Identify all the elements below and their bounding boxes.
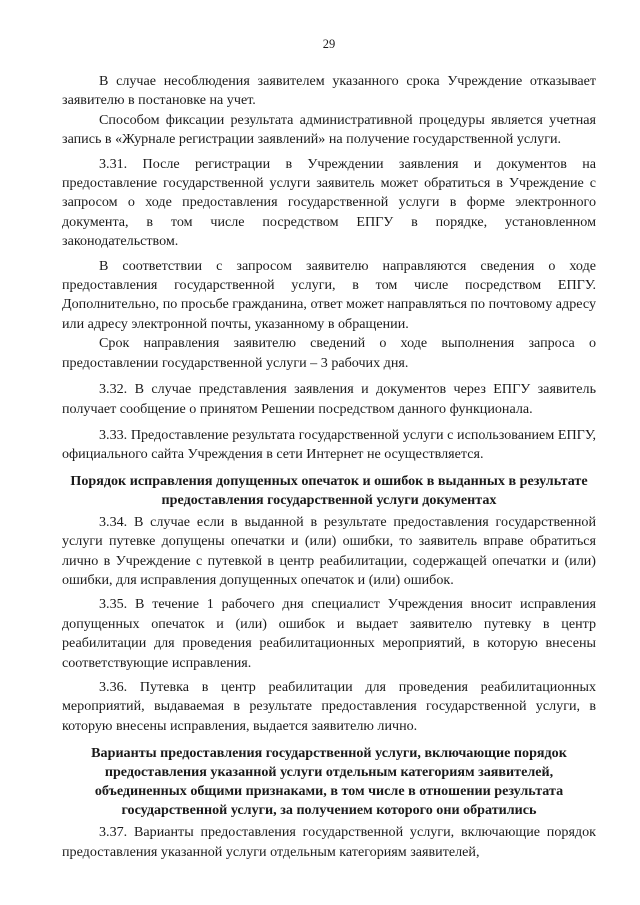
paragraph-refusal: В случае несоблюдения заявителем указанного срока Учреждение отказывает заявителю в постановке на учет.: [62, 73, 596, 109]
section-heading-variants: Варианты предоставления государственной услуги, включающие порядок предоставления указанной услуги отдельным категориям заявителей, объединенных общими признаками, в том числе в отношении результата государственной услуги, за получением которого они обратились: [91, 745, 567, 819]
paragraph-3-37: 3.37. Варианты предоставления государственной услуги, включающие порядок предоставления указанной услуги отдельным категориям заявителей,: [62, 824, 596, 860]
paragraph-3-32: 3.32. В случае представления заявления и документов через ЕПГУ заявитель получает сообщение о принятом Решении посредством данного функционала.: [62, 381, 596, 417]
paragraph-fixation-method: Способом фиксации результата административной процедуры является учетная запись в «Журнале регистрации заявлений» на получение государственной услуги.: [62, 111, 596, 148]
paragraph-3-36: 3.36. Путевка в центр реабилитации для проведения реабилитационных мероприятий, выдаваемая в результате предоставления государственной услуги, в которую внесены исправления, выдается заявителю лично.: [62, 678, 596, 734]
page-number: 29: [322, 37, 336, 51]
paragraph-info-deadline: Срок направления заявителю сведений о ходе выполнения запроса о предоставлении государственной услуги – 3 рабочих дня.: [62, 335, 596, 371]
paragraph-request-info: В соответствии с запросом заявителю направляются сведения о ходе предоставления государственной услуги, в том числе посредством ЕПГУ. Дополнительно, по просьбе гражданина, ответ может направляться по почтовому адресу или адресу электронной почты, указанному в обращении.: [62, 257, 596, 332]
paragraph-3-34: 3.34. В случае если в выданной в результате предоставления государственной услуги путевке допущены опечатки и (или) ошибки, то заявитель вправе обратиться лично в Учреждение с путевкой в центр реабилитации, содержащей опечатки и (или) ошибки, для исправления допущенных опечаток и (или) ошибок.: [62, 513, 596, 588]
paragraph-3-33: 3.33. Предоставление результата государственной услуги с использованием ЕПГУ, официального сайта Учреждения в сети Интернет не осуществляется.: [62, 426, 596, 463]
section-heading-corrections: Порядок исправления допущенных опечаток и ошибок в выданных в результате предоставления государственной услуги документах: [70, 472, 588, 508]
paragraph-3-31: 3.31. После регистрации в Учреждении заявления и документов на предоставление государственной услуги заявитель может обратиться в Учреждение с запросом о ходе предоставления государственной услуги в форме электронного документа, в том числе посредством ЕПГУ в порядке, установленном законодательством.: [62, 155, 596, 250]
paragraph-3-35: 3.35. В течение 1 рабочего дня специалист Учреждения вносит исправления допущенных опечаток и (или) ошибок и выдает заявителю путевку в центр реабилитации для проведения реабилитационных мероприятий, в которую внесены соответствующие исправления.: [62, 596, 596, 671]
document-body: [62, 72, 596, 862]
